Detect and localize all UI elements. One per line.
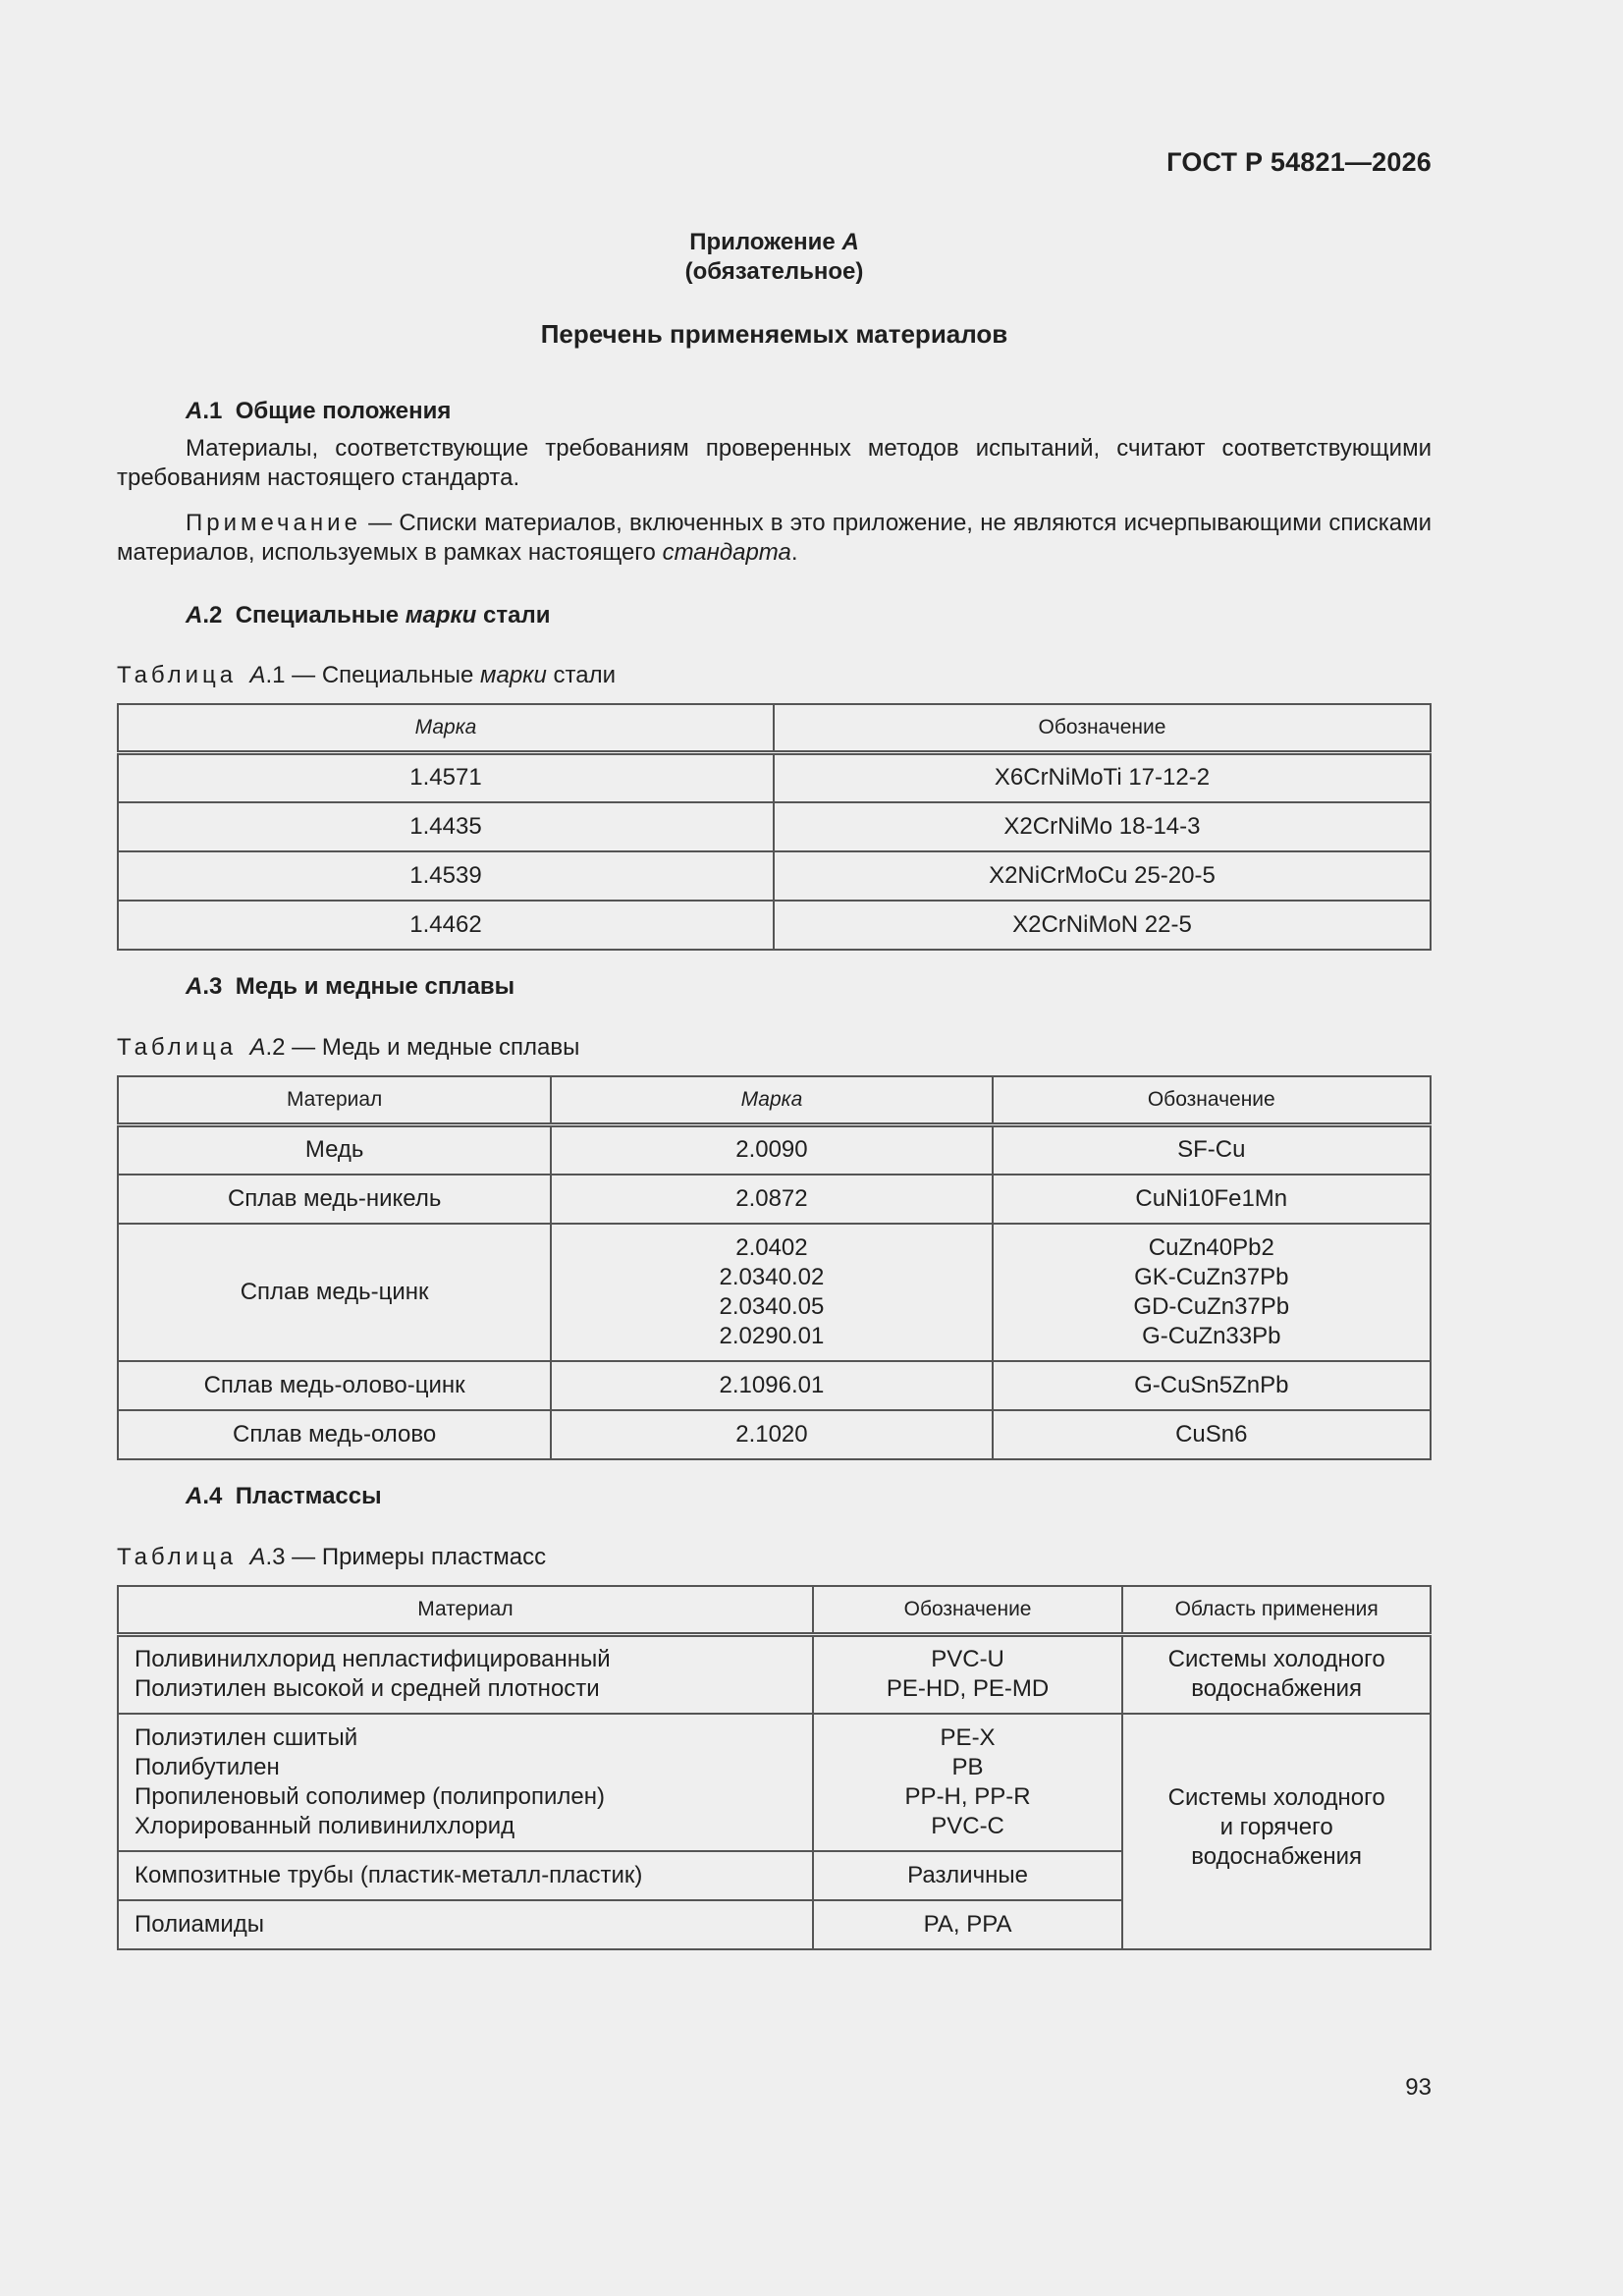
table-cell: PVC-U PE-HD, PE-MD: [813, 1635, 1123, 1714]
section-a2-title-b: стали: [476, 602, 551, 629]
section-a1-title: Общие положения: [235, 398, 452, 424]
table-cell: Композитные трубы (пластик-металл-пластик): [118, 1851, 813, 1900]
table-cell: Системы холодного водоснабжения: [1122, 1635, 1431, 1714]
table-title-a: — Специальные: [285, 662, 481, 688]
table-row: [118, 1361, 1431, 1410]
table-cell: 2.1096.01: [551, 1361, 992, 1410]
table-cell: 2.0402 2.0340.02 2.0340.05 2.0290.01: [551, 1224, 992, 1361]
table-title-b: стали: [546, 662, 617, 688]
table-a1-header-grade: Марка: [118, 704, 774, 753]
section-a2-number: .2: [202, 602, 223, 629]
table-cell: X2NiCrMoCu 25-20-5: [774, 851, 1431, 901]
table-row: [118, 1125, 1431, 1175]
table-num-letter: А: [249, 1034, 266, 1061]
table-num-letter: А: [249, 1544, 266, 1570]
note-label: Примечание: [186, 510, 361, 536]
table-cell: X2CrNiMo 18-14-3: [774, 802, 1431, 851]
table-cell: CuNi10Fe1Mn: [993, 1175, 1431, 1224]
table-cell: X6CrNiMoTi 17-12-2: [774, 753, 1431, 802]
table-cell: Поливинилхлорид непластифицированный Полиэтилен высокой и средней плотности: [118, 1635, 813, 1714]
table-cell: Сплав медь-никель: [118, 1175, 551, 1224]
table-title: — Примеры пластмасс: [285, 1544, 547, 1570]
table-row: [118, 802, 1431, 851]
table-a2-header-grade: Марка: [551, 1076, 992, 1125]
page-number: 93: [1405, 2074, 1432, 2101]
section-a1-paragraph: Материалы, соответствующие требованиям проверенных методов испытаний, считают соответствующими требованиям настоящего стандарта.: [117, 435, 1432, 491]
section-a3-letter: А: [186, 973, 203, 1000]
table-label: Таблица: [117, 1544, 238, 1570]
table-a1: [117, 703, 1432, 951]
section-a2-heading: [186, 602, 550, 629]
table-cell: Сплав медь-олово-цинк: [118, 1361, 551, 1410]
section-a4-heading: [186, 1483, 382, 1510]
section-a1-heading: [186, 398, 451, 425]
table-cell: 1.4462: [118, 901, 774, 950]
section-a2-title-a: Специальные: [235, 602, 406, 629]
table-cell: Сплав медь-цинк: [118, 1224, 551, 1361]
table-cell: Системы холодного и горячего водоснабжения: [1122, 1714, 1431, 1949]
section-a4-letter: А: [186, 1483, 203, 1509]
table-row: [118, 753, 1431, 802]
section-a3-number: .3: [202, 973, 223, 1000]
table-cell: 2.0090: [551, 1125, 992, 1175]
table-cell: G-CuSn5ZnPb: [993, 1361, 1431, 1410]
table-cell: 1.4435: [118, 802, 774, 851]
annex-status: (обязательное): [684, 258, 864, 285]
section-a4-title: Пластмассы: [235, 1483, 382, 1509]
table-cell: Полиэтилен сшитый Полибутилен Пропиленовый сополимер (полипропилен) Хлорированный поливинилхлорид: [118, 1714, 813, 1851]
table-cell: CuZn40Pb2 GK-CuZn37Pb GD-CuZn37Pb G-CuZn33Pb: [993, 1224, 1431, 1361]
table-cell: X2CrNiMoN 22-5: [774, 901, 1431, 950]
section-a2-letter: А: [186, 602, 203, 629]
section-a3-heading: [186, 973, 514, 1001]
table-a1-caption: [117, 662, 616, 689]
note-end: .: [790, 539, 798, 566]
section-a1-number: .1: [202, 398, 223, 424]
table-row: [118, 1410, 1431, 1459]
table-cell: Полиамиды: [118, 1900, 813, 1949]
annex-letter: А: [841, 229, 859, 255]
table-a2-header-material: Материал: [118, 1076, 551, 1125]
table-cell: Различные: [813, 1851, 1123, 1900]
table-cell: 1.4571: [118, 753, 774, 802]
table-a2: [117, 1075, 1432, 1460]
table-row: [118, 1635, 1431, 1714]
annex-label: Приложение: [689, 229, 836, 255]
section-a3-title: Медь и медные сплавы: [235, 973, 515, 1000]
annex-title: Перечень применяемых материалов: [540, 319, 1008, 349]
table-a3-header-code: Обозначение: [813, 1586, 1123, 1635]
table-a3-header-use: Область применения: [1122, 1586, 1431, 1635]
table-cell: Медь: [118, 1125, 551, 1175]
table-row: [118, 1224, 1431, 1361]
table-num: .2: [265, 1034, 286, 1061]
document-code: ГОСТ Р 54821—2026: [1166, 147, 1432, 177]
note-text: — Списки материалов, включенных в это приложение, не являются исчерпывающими списками материалов, используемых в рамках настоящего: [117, 510, 1432, 566]
table-num: .1: [265, 662, 286, 688]
section-a4-number: .4: [202, 1483, 223, 1509]
table-num: .3: [265, 1544, 286, 1570]
table-cell: Сплав медь-олово: [118, 1410, 551, 1459]
table-cell: 1.4539: [118, 851, 774, 901]
section-a2-title-italic: марки: [405, 602, 477, 629]
table-a3: [117, 1585, 1432, 1950]
note-italic: стандарта: [662, 539, 791, 566]
table-cell: CuSn6: [993, 1410, 1431, 1459]
table-cell: PE-X PB PP-H, PP-R PVC-C: [813, 1714, 1123, 1851]
table-row: [118, 851, 1431, 901]
section-a1-letter: А: [186, 398, 203, 424]
table-cell: SF-Cu: [993, 1125, 1431, 1175]
table-row: [118, 1714, 1431, 1851]
table-a1-header-code: Обозначение: [774, 704, 1431, 753]
table-cell: 2.0872: [551, 1175, 992, 1224]
table-num-letter: А: [249, 662, 266, 688]
table-a3-header-material: Материал: [118, 1586, 813, 1635]
table-row: [118, 901, 1431, 950]
table-title-italic: марки: [480, 662, 547, 688]
table-a2-caption: [117, 1034, 579, 1062]
table-row: [118, 1175, 1431, 1224]
table-a2-header-code: Обозначение: [993, 1076, 1431, 1125]
table-title: — Медь и медные сплавы: [285, 1034, 580, 1061]
table-a3-caption: [117, 1544, 546, 1571]
table-label: Таблица: [117, 1034, 238, 1061]
annex-heading: [117, 228, 1432, 287]
section-a1-note: [117, 509, 1432, 568]
table-label: Таблица: [117, 662, 238, 688]
table-cell: PA, PPA: [813, 1900, 1123, 1949]
table-cell: 2.1020: [551, 1410, 992, 1459]
